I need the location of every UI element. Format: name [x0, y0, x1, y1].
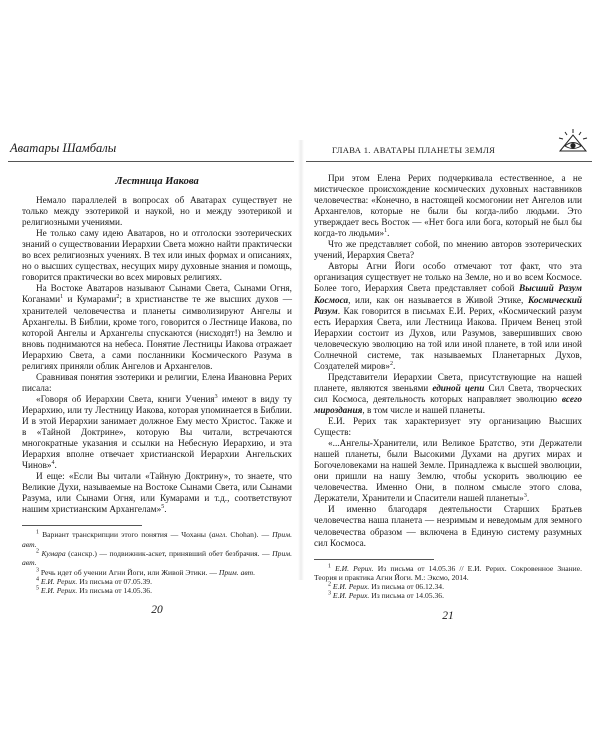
footnote [22, 549, 292, 568]
footnote [22, 586, 292, 595]
text-run: , или, как он называется в Живой Этике, [348, 295, 528, 306]
book-gutter [298, 140, 304, 580]
paragraph [314, 262, 582, 372]
quote-paragraph [22, 395, 292, 472]
footnote-author: Е.И. Рерих. [331, 591, 370, 601]
footnote [22, 530, 292, 549]
quote-paragraph [314, 439, 582, 505]
footnote-author: Е.И. Рерих. [331, 582, 370, 592]
text-run: и Кумарами [63, 295, 117, 306]
footnote-number: 4 [36, 576, 39, 583]
text-run: . [164, 505, 167, 516]
footnote-number: 3 [36, 567, 39, 574]
paragraph [22, 284, 292, 372]
footnote-author: Е.И. Рерих. [39, 586, 78, 596]
text-run: . [393, 361, 396, 372]
eye-in-triangle-icon [554, 127, 592, 157]
footnote-text: Chohan). — [227, 530, 273, 540]
text-run: «Говоря об Иерархии Света, книги Учения [36, 394, 215, 405]
footnote-ref[interactable]: 1 [60, 294, 64, 301]
footnote [314, 564, 582, 583]
page-number: 20 [151, 604, 163, 617]
emphasis: всего мироздания [314, 394, 582, 416]
paragraph: Е.И. Рерих так характеризует эту организацию Высших Существ: [314, 417, 582, 439]
footnote-author: Е.И. Рерих. [331, 563, 374, 573]
left-running-head-title: Аватары Шамбалы [10, 141, 117, 155]
footnote-divider [22, 525, 142, 526]
text-run: Сил Света, творческих сил Космоса, деятельность которых направляет эволюцию [314, 383, 582, 405]
paragraph [314, 174, 582, 240]
paragraph: Немало параллелей в вопросах об Аватарах существует не только между эзотерикой и наукой, но и между эзотерикой и религиозными учениями. [22, 196, 292, 229]
right-running-head [306, 139, 592, 162]
text-run: . Как говорится в письмах Е.И. Рерих, «Космический разум есть Иерархия Света, или Лестница Иакова. Причем Венец этой Иерархии состоит из Духов, или Разумов, завершивших свою человеческую эволюцию на той или иной планете, в той или иной Солнечной системе, так называемых Планетарных Духов, Создателей миров» [314, 306, 582, 372]
paragraph: Сравнивая понятия эзотерики и религии, Елена Ивановна Рерих писала: [22, 372, 292, 394]
footnote-source: Прим. авт. [22, 530, 292, 549]
footnote-number: 3 [328, 590, 331, 597]
left-running-head [8, 139, 294, 162]
footnote [22, 577, 292, 586]
paragraph: Не только саму идею Аватаров, но и отголоски эзотерических знаний о существовании Иерархии Света можно найти практически во всех религиозных учениях. В тех или иных формах и описаниях, но о высших существах, несущих миру духовные знания и помощь, говорится практически во всех мировых религиях. [22, 229, 292, 284]
left-page-body [8, 162, 294, 617]
footnote [22, 568, 292, 577]
footnote-ref[interactable]: 2 [390, 360, 394, 367]
footnote-ref[interactable]: 3 [214, 393, 218, 400]
footnote-ref[interactable]: 1 [384, 228, 388, 235]
paragraph: И именно благодаря деятельности Старших Братьев человечества наша планета — незримым и неведомым для земного человечества образом — включена в Единую систему разумных сил Космоса. [314, 505, 582, 549]
text-run: При этом Елена Рерих подчеркивала естественное, а не мистическое происхождение космических духовных наставников человечества: «Конечно, в настоящей космогонии нет Ангелов или Архангелов, которые не были бы когда-либо людьми. Это утверждает весь Восток — «Нет бога или бога, который не был бы когда-то людьми» [314, 174, 582, 240]
text-run: имеют в виду ту Иерархию, или ту Лестницу Иакова, которая упоминается в Библии. И в этой Иерархии занимает должное Ему место Христос. Также и в «Тайной Доктрине», которую Вы читали, встречаются многократные указания и ссылки на Небесную Иерархию, и эта Иерархия вполне отвечает христианской Иерархии Ангельских Чинов» [22, 394, 292, 472]
footnote-divider [314, 559, 434, 560]
paragraph [314, 373, 582, 417]
footnote-text: (санскр.) — подвижник-аскет, принявший обет безбрачия. — [65, 549, 273, 558]
text-run: На Востоке Аватаров называют Сынами Света, Сынами Огня, Коганами [22, 284, 292, 306]
text-run: И еще: «Если Вы читали «Тайную Доктрину», то знаете, что Великие Духи, называемые на Востоке Сынами Света, или Сынами Разума, или Сынами Огня, или Кумарами и т.д., соответствуют нашим христианским Архангелам» [22, 472, 292, 516]
paragraph: Что же представляет собой, по мнению авторов эзотерических учений, Иерархия Света? [314, 240, 582, 262]
footnote-ref[interactable]: 3 [523, 493, 527, 500]
footnote-number: 5 [36, 585, 39, 592]
right-page-body [306, 162, 592, 622]
right-page [306, 139, 592, 622]
text-run: . [526, 494, 530, 505]
footnote-term: Кумара [39, 549, 66, 558]
footnote-source: Прим. авт. [22, 549, 292, 568]
footnote-number: 2 [36, 548, 39, 555]
footnote-number: 1 [328, 563, 331, 570]
emphasis: Космический Разум [314, 295, 582, 317]
footnote-ref[interactable]: 2 [116, 294, 120, 301]
text-run: ; в христианстве те же высших духов — хранителей человечества и планеты символизируют Ангелы и Архангелы. В Библии, кроме того, говорится о Лестнице Иакова, по которой Ангелы и Архангелы спускаются (нисходят!) на Землю и вновь поднимаются на небеса. Понятие Лестницы Иакова отражает Иерархию Света, а сами посланники Космического Разума в религиях приняли облик Ангелов и Архангелов. [22, 295, 292, 372]
footnote-number: 2 [328, 581, 331, 588]
text-run: , в том числе и нашей планеты. [362, 405, 486, 416]
left-page [8, 139, 294, 617]
footnote-text: Речь идет об учении Агни Йоги, или Живой Этики. — [39, 567, 219, 577]
footnote-text: Из письма от 06.12.34. [369, 582, 444, 592]
emphasis: Высший Разум Космоса [314, 284, 582, 306]
page-number: 21 [442, 609, 454, 622]
footnote-ref[interactable]: 4 [51, 460, 55, 467]
text-run: Представители Иерархии Света, присутствующие на нашей планете, являются звеньями [314, 372, 582, 394]
quote-paragraph [22, 472, 292, 516]
text-run: «...Ангелы-Хранители, или Великое Братство, эти Держатели нашей планеты, были Высокими Духами на других мирах и Богочеловеками на нашей Земле. Принадлежа к высшей эволюции, они пришли на нашу Землю, чтобы ускорить эволюцию ее человечества. Именно Они, в полном смысле этого слова, Держатели, Хранители и Спасители нашей планеты» [314, 439, 582, 505]
footnote-text: Вариант транскрипции этого понятия — Чоханы ( [39, 530, 212, 540]
footnote-text: Из письма от 07.05.39. [77, 576, 152, 586]
footnote-text: англ. [211, 530, 228, 540]
footnote-text: Из письма от 14.05.36. [369, 591, 444, 601]
text-run: . [387, 229, 390, 240]
footnote-ref[interactable]: 5 [161, 504, 165, 511]
section-title: Лестница Иакова [115, 176, 199, 187]
footnote-text: Из письма от 14.05.36 // Е.И. Рерих. Сокровенное Знание. Теория и практика Агни Йоги. М.: Эксмо, 2014. [314, 563, 582, 582]
right-running-head-title: ГЛАВА 1. АВАТАРЫ ПЛАНЕТЫ ЗЕМЛЯ [332, 145, 496, 155]
emphasis: единой цепи [432, 383, 485, 394]
footnote-author: Е.И. Рерих. [39, 576, 78, 586]
footnote-text: Из письма от 14.05.36. [77, 586, 152, 596]
text-run: Авторы Агни Йоги особо отмечают тот факт, что эта организация существует не только на Земле, но и во всем Космосе. Более того, Иерархия Света представляет собой [314, 262, 582, 295]
text-run: . [54, 461, 57, 472]
footnote-source: Прим. авт. [218, 567, 256, 577]
footnote-number: 1 [36, 529, 39, 536]
footnote [314, 591, 582, 600]
